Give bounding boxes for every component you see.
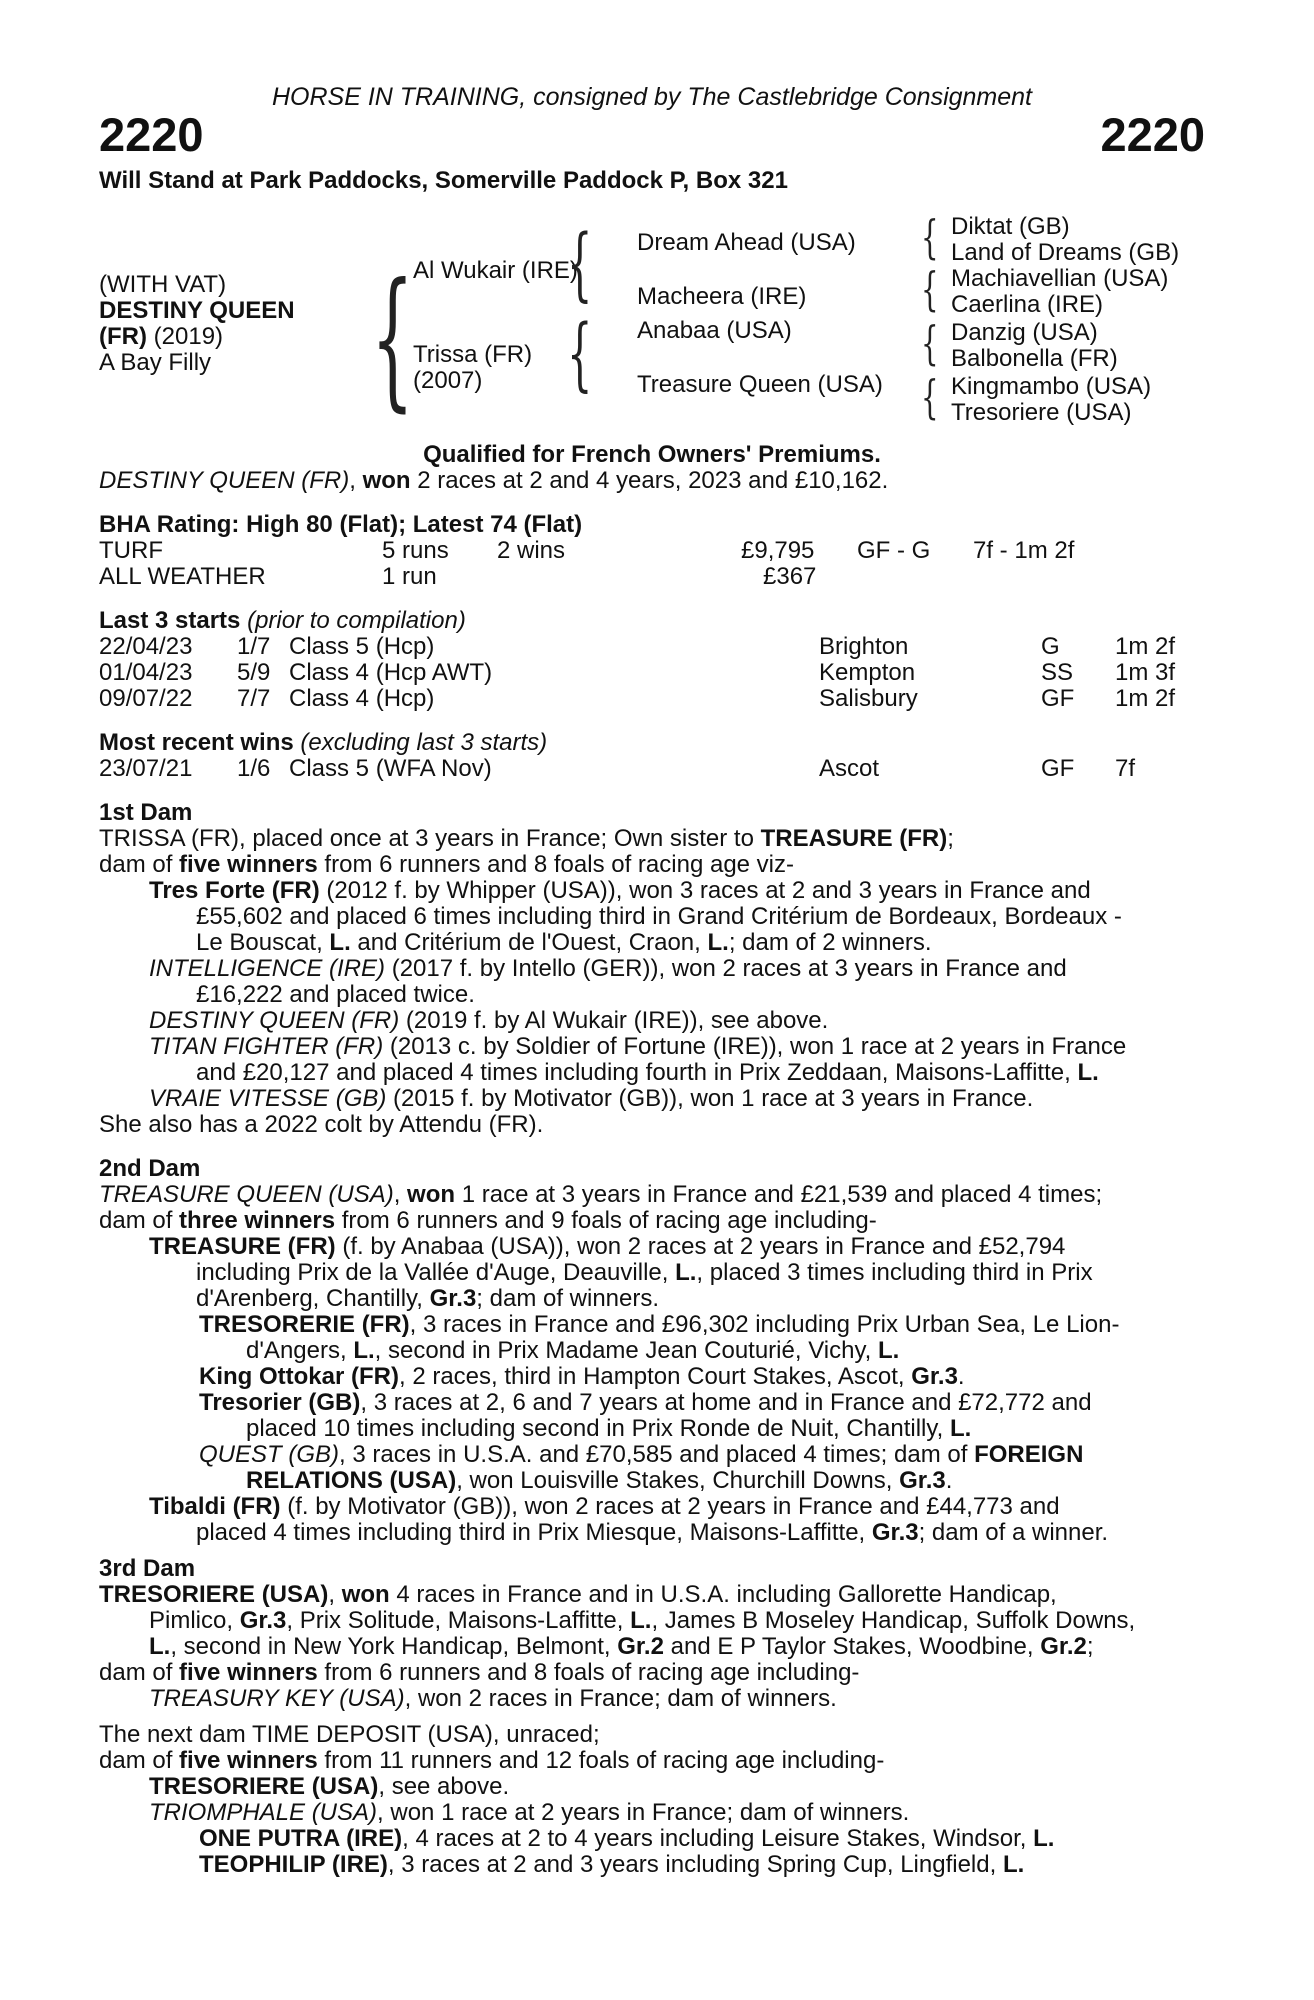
pedigree-sss: Diktat (GB) [951,213,1070,240]
race-pos: 1/7 [237,633,271,660]
turf-row [99,538,1205,564]
progeny-name: TITAN FIGHTER (FR) [149,1033,384,1060]
dam2-entry-treasure [99,1234,1205,1312]
race-date: 01/04/23 [99,659,193,686]
listed-mark: L. [1002,1851,1025,1878]
pedigree-dam-dam: Treasure Queen (USA) [637,371,883,398]
turf-prize: £9,795 [741,537,815,564]
race-course: Salisbury [819,685,918,712]
pedigree-sdd: Caerlina (IRE) [951,291,1104,318]
progeny-text: . [945,1467,953,1494]
brace-sd: { [921,262,939,316]
pedigree-dsd: Balbonella (FR) [951,345,1118,372]
progeny-name: TRESORIERE (USA) [149,1773,379,1800]
dam2-text: 1 race at 3 years in France and £21,539 and placed 4 times; [455,1181,1103,1208]
listed-mark: L. [353,1337,375,1364]
dam3-text: and E P Taylor Stakes, Woodbine, [663,1633,1041,1660]
progeny-text: £55,602 and placed 6 times including third in Grand Critérium de Bordeaux, Bordeaux - [196,903,1122,930]
dam2-runners: from 6 runners and 9 foals of racing age including- [335,1207,877,1234]
pedigree-sire-dam: Macheera (IRE) [637,283,807,310]
race-going: SS [1041,659,1074,686]
progeny-text: , won 1 race at 2 years in France; dam of winners. [377,1799,910,1826]
progeny-text: including Prix de la Vallée d'Auge, Deauville, [196,1259,676,1286]
dam1-sister: TREASURE (FR) [760,825,948,852]
dam3-won: won [341,1581,390,1608]
race-pos: 7/7 [237,685,271,712]
progeny-text: d'Angers, [246,1337,354,1364]
race-course: Ascot [819,755,880,782]
nextdam-line2 [99,1748,1205,1774]
pedigree-dam: Trissa (FR) [413,341,533,368]
race-going: GF [1041,685,1075,712]
listed-mark: L. [949,1415,972,1442]
progeny-text: , placed 3 times including third in Prix [696,1259,1093,1286]
pedigree-dss: Danzig (USA) [951,319,1098,346]
brace-ds: { [921,316,939,370]
dam3-entry-treasury [99,1686,1205,1712]
dam3-text: , Prix Solitude, Maisons-Laffitte, [286,1607,631,1634]
dam2-entry-tresorier [99,1390,1205,1442]
last3-heading [99,608,1205,634]
progeny-text: ; dam of 2 winners. [728,929,932,956]
last3-row [99,686,1205,712]
vat-note: (WITH VAT) [99,271,227,298]
progeny-foal-name: RELATIONS (USA) [246,1467,457,1494]
progeny-name: TREASURE (FR) [149,1233,336,1260]
catalogue-page [99,82,1205,1878]
dam1-text: TRISSA (FR), placed once at 3 years in France; Own sister to [99,825,761,852]
lot-number-row [99,110,1205,160]
progeny-text: , see above. [378,1773,510,1800]
lot-number-left: 2220 [99,108,204,161]
progeny-text: ; dam of a winner. [918,1519,1109,1546]
progeny-name: TRIOMPHALE (USA) [149,1799,378,1826]
brace-dd: { [921,370,939,424]
dam3-text: Pimlico, [149,1607,240,1634]
turf-wins: 2 wins [497,537,566,564]
horse-year: (2019) [146,323,224,350]
race-dist: 1m 2f [1115,685,1176,712]
progeny-text: , 3 races in France and £96,302 including Prix Urban Sea, Le Lion- [409,1311,1120,1338]
recent-table [99,756,1205,782]
progeny-text: (f. by Motivator (GB)), won 2 races at 2 years in France and £44,773 and [280,1493,1060,1520]
race-going: G [1041,633,1060,660]
race-course: Brighton [819,633,909,660]
progeny-text: £16,222 and placed twice. [196,981,475,1008]
race-dist: 1m 3f [1115,659,1176,686]
dam2-entry-tresorerie [99,1312,1205,1364]
stand-location: Will Stand at Park Paddocks, Somerville Paddock P, Box 321 [99,167,788,194]
race-class: Class 5 (Hcp) [289,633,435,660]
dam3-line1 [99,1582,1205,1608]
dam2-damof: dam of [99,1207,180,1234]
aw-label: ALL WEATHER [99,563,266,590]
race-date: 22/04/23 [99,633,193,660]
progeny-text: (2013 c. by Soldier of Fortune (IRE)), won 1 race at 2 years in France [383,1033,1127,1060]
dam3-runners: from 6 runners and 8 foals of racing age including- [317,1659,860,1686]
progeny-text: and £20,127 and placed 4 times including fourth in Prix Zeddaan, Maisons-Laffitte, [196,1059,1078,1086]
race-class: Class 4 (Hcp) [289,685,435,712]
qualified-note: Qualified for French Owners' Premiums. [423,441,881,468]
recent-heading [99,730,1205,756]
pedigree-dam-year: (2007) [413,367,483,394]
race-summary [99,468,1205,494]
progeny-text: Le Bouscat, [196,929,330,956]
summary-won: won [362,467,411,494]
grand-progeny-name: King Ottokar (FR) [199,1363,399,1390]
nextdam-entry-triomphale [99,1800,1205,1826]
progeny-text: , won Louisville Stakes, Churchill Downs, [456,1467,900,1494]
pedigree-sire-sire: Dream Ahead (USA) [637,229,856,256]
progeny-text: (f. by Anabaa (USA)), won 2 races at 2 years in France and £52,794 [335,1233,1066,1260]
horse-country: (FR) [99,323,147,350]
aw-prize: £367 [763,563,817,590]
horse-name: DESTINY QUEEN [99,297,295,324]
dam2-line1 [99,1182,1205,1208]
dam1-entry-3 [99,1008,1205,1034]
grand-progeny-name: Tresorier (GB) [199,1389,361,1416]
dam2-heading: 2nd Dam [99,1155,201,1182]
progeny-name: INTELLIGENCE (IRE) [149,955,386,982]
dam1-entry-1 [99,878,1205,956]
listed-mark: L. [878,1337,900,1364]
nextdam-line1: The next dam TIME DEPOSIT (USA), unraced; [99,1721,600,1748]
group-mark: Gr.3 [899,1467,946,1494]
turf-runs: 5 runs [382,537,449,564]
progeny-text: (2012 f. by Whipper (USA)), won 3 races at 2 and 3 years in France and [319,877,1091,904]
progeny-text: , 2 races, third in Hampton Court Stakes, Ascot, [398,1363,912,1390]
pedigree-sds: Machiavellian (USA) [951,265,1169,292]
progeny-text: , second in Prix Madame Jean Couturié, Vichy, [374,1337,878,1364]
race-going: GF [1041,755,1075,782]
listed-mark: L. [329,929,351,956]
listed-mark: L. [675,1259,697,1286]
aw-runs: 1 run [382,563,437,590]
progeny-text: , 3 races at 2, 6 and 7 years at home and in France and £72,772 and [360,1389,1092,1416]
progeny-name: VRAIE VITESSE (GB) [149,1085,387,1112]
dam1-runners: from 6 runners and 8 foals of racing age viz- [317,851,795,878]
nextdam-winners: five winners [179,1747,318,1774]
pedigree-dds: Kingmambo (USA) [951,373,1152,400]
race-pos: 1/6 [237,755,271,782]
dam1-entry-2 [99,956,1205,1008]
progeny-name: Tibaldi (FR) [149,1493,281,1520]
dam3-text: , James B Moseley Handicap, Suffolk Downs, [651,1607,1136,1634]
progeny-text: (2015 f. by Motivator (GB)), won 1 race at 3 years in France. [386,1085,1034,1112]
nextdam-runners: from 11 runners and 12 foals of racing age including- [317,1747,885,1774]
dam1-heading: 1st Dam [99,799,193,826]
lot-number-right: 2220 [1100,108,1205,161]
progeny-text: ; dam of winners. [476,1285,660,1312]
dam2-winners: three winners [179,1207,336,1234]
pedigree-ddd: Tresoriere (USA) [951,399,1132,426]
horse-name-country-year [99,324,223,350]
dam1-tail: She also has a 2022 colt by Attendu (FR). [99,1111,544,1138]
progeny-text: , 3 races in U.S.A. and £70,585 and placed 4 times; dam of [339,1441,975,1468]
listed-mark: L. [1033,1825,1055,1852]
brace-ss: { [921,210,939,264]
pedigree-sire: Al Wukair (IRE) [413,257,578,284]
dam3-text: ; [1086,1633,1094,1660]
horse-description: A Bay Filly [99,349,212,376]
pedigree-table [99,194,1205,424]
last3-row [99,634,1205,660]
grand-progeny-name: TRESORERIE (FR) [199,1311,410,1338]
pedigree-dam-sire: Anabaa (USA) [637,317,792,344]
dam3-line4 [99,1660,1205,1686]
turf-label: TURF [99,537,163,564]
turf-going: GF - G [857,537,931,564]
dam2-name: TREASURE QUEEN (USA) [99,1181,394,1208]
turf-distance: 7f - 1m 2f [973,537,1075,564]
dam2-entry-tibaldi [99,1494,1205,1546]
nextdam-entry-teophilip [99,1852,1205,1878]
nextdam-damof: dam of [99,1747,180,1774]
all-weather-row [99,564,1205,590]
dam1-damof: dam of [99,851,180,878]
pedigree-ssd: Land of Dreams (GB) [951,239,1180,266]
race-dist: 1m 2f [1115,633,1176,660]
grand-progeny-name: TEOPHILIP (IRE) [199,1851,388,1878]
group-mark: Gr.3 [239,1607,287,1634]
dam2-entry-quest [99,1442,1205,1494]
progeny-text: , 3 races at 2 and 3 years including Spring Cup, Lingfield, [387,1851,1003,1878]
progeny-text: , 4 races at 2 to 4 years including Leisure Stakes, Windsor, [402,1825,1034,1852]
grand-progeny-name: QUEST (GB) [199,1441,340,1468]
progeny-text: . [957,1363,965,1390]
dam3-text: 4 races in France and in U.S.A. including Gallorette Handicap, [389,1581,1057,1608]
listed-mark: L. [707,929,729,956]
group-mark: Gr.3 [871,1519,919,1546]
last3-note: (prior to compilation) [240,607,466,634]
nextdam-entry-oneputra [99,1826,1205,1852]
progeny-name: TREASURY KEY (USA) [149,1685,405,1712]
progeny-text: placed 10 times including second in Prix Ronde de Nuit, Chantilly, [246,1415,950,1442]
dam1-punct: ; [947,825,954,852]
race-dist: 7f [1115,755,1136,782]
last3-row [99,660,1205,686]
dam3-text: , second in New York Handicap, Belmont, [170,1633,618,1660]
dam3-heading: 3rd Dam [99,1555,196,1582]
listed-mark: L. [149,1633,171,1660]
summary-rest: 2 races at 2 and 4 years, 2023 and £10,162. [410,467,889,494]
group-mark: Gr.3 [911,1363,958,1390]
progeny-foal-name: FOREIGN [974,1441,1084,1468]
progeny-name: Tres Forte (FR) [149,877,320,904]
nextdam-entry-tresoriere [99,1774,1205,1800]
recent-note: (excluding last 3 starts) [293,729,548,756]
last3-table [99,634,1205,712]
brace-dam: { [567,307,593,400]
progeny-text: , won 2 races in France; dam of winners. [404,1685,837,1712]
listed-mark: L. [1077,1059,1099,1086]
progeny-text: d'Arenberg, Chantilly, [196,1285,430,1312]
progeny-text: placed 4 times including third in Prix Miesque, Maisons-Laffitte, [196,1519,872,1546]
progeny-text: and Critérium de l'Ouest, Craon, [350,929,708,956]
progeny-text: (2019 f. by Al Wukair (IRE)), see above. [399,1007,829,1034]
race-date: 09/07/22 [99,685,193,712]
listed-mark: L. [630,1607,652,1634]
race-pos: 5/9 [237,659,271,686]
dam3-winners: five winners [179,1659,318,1686]
dam2-comma: , [393,1181,408,1208]
dam3-name: TRESORIERE (USA) [99,1581,329,1608]
summary-name: DESTINY QUEEN (FR) [99,467,350,494]
dam3-line2 [99,1608,1205,1634]
dam1-line1 [99,826,1205,852]
dam3-comma: , [328,1581,342,1608]
grand-progeny-name: ONE PUTRA (IRE) [199,1825,403,1852]
dam3-damof: dam of [99,1659,180,1686]
race-class: Class 5 (WFA Nov) [289,755,492,782]
dam2-line2 [99,1208,1205,1234]
bha-rating: BHA Rating: High 80 (Flat); Latest 74 (Flat) [99,511,583,538]
dam1-entry-4 [99,1034,1205,1086]
dam2-won: won [407,1181,456,1208]
last3-title: Last 3 starts [99,607,241,634]
dam1-line2 [99,852,1205,878]
recent-title: Most recent wins [99,729,294,756]
group-mark: Gr.2 [617,1633,664,1660]
group-mark: Gr.3 [429,1285,477,1312]
consignment-line: HORSE IN TRAINING, consigned by The Castlebridge Consignment [271,83,1033,111]
dam2-entry-ottokar [99,1364,1205,1390]
progeny-text: (2017 f. by Intello (GER)), won 2 races at 3 years in France and [385,955,1067,982]
race-class: Class 4 (Hcp AWT) [289,659,493,686]
summary-comma: , [349,467,363,494]
dam3-line3 [99,1634,1205,1660]
brace-main: { [371,252,414,426]
dam1-winners: five winners [179,851,318,878]
race-date: 23/07/21 [99,755,193,782]
progeny-name: DESTINY QUEEN (FR) [149,1007,400,1034]
dam1-entry-5 [99,1086,1205,1112]
group-mark: Gr.2 [1040,1633,1087,1660]
race-course: Kempton [819,659,916,686]
recent-win-row [99,756,1205,782]
brace-sire: { [567,217,593,310]
